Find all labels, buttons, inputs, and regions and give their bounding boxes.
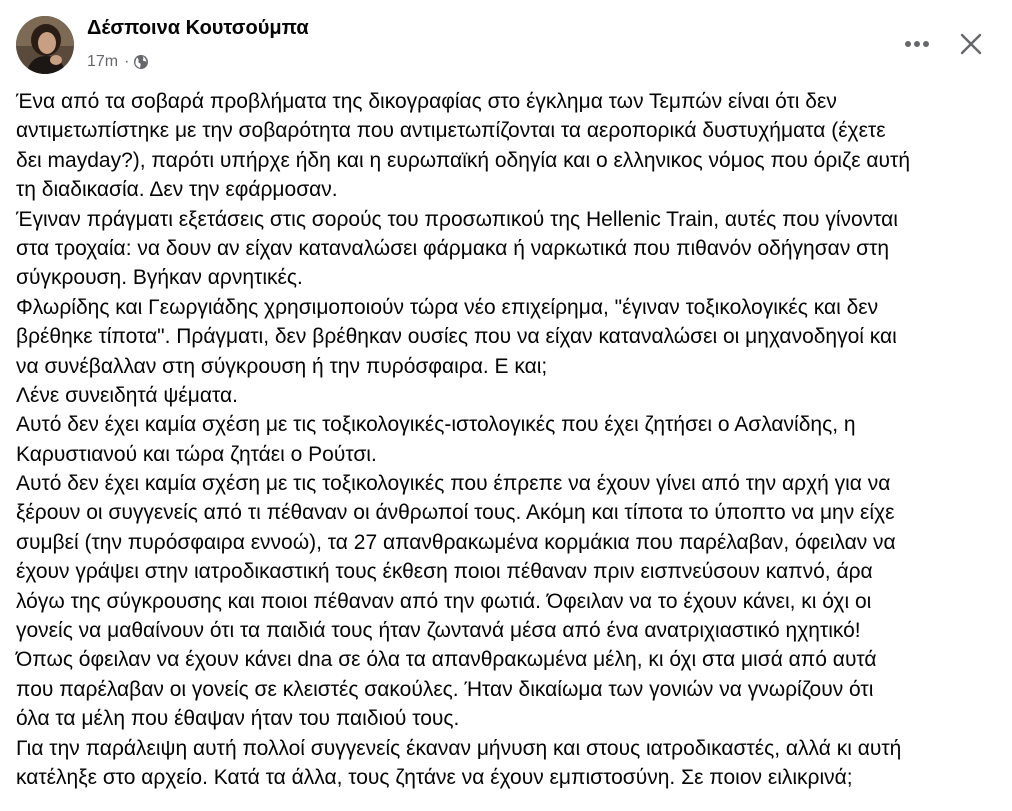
post-timestamp[interactable]: 17m (87, 53, 119, 70)
post-text-line: Φλωρίδης και Γεωργιάδης χρησιμοποιούν τώρα νέο επιχείρημα, "έγιναν τοξικολογικές και δεν (16, 295, 879, 319)
post-text-line: Αυτό δεν έχει καμία σχέση με τις τοξικολογικές-ιστολογικές που έχει ζητήσει ο Ασλανίδης, η (16, 413, 856, 437)
post-text (16, 87, 1006, 792)
post-text-line: βρέθηκε τίποτα". Πράγματι, δεν βρέθηκαν ουσίες που να είχαν καταναλώσει οι μηχανοδηγοί και (16, 325, 897, 349)
post-text-line: που παρέλαβαν οι γονείς σε κλειστές σακούλες. Ήταν δικαίωμα των γονιών να γνωρίζουν ότι (16, 677, 874, 701)
close-icon (960, 33, 982, 55)
post-text-line: δει mayday?), παρότι υπήρχε ήδη και η ευρωπαϊκή οδηγία και ο ελληνικος νόμος που όριζε αυτή (16, 148, 910, 172)
post-meta (87, 52, 149, 72)
post-text-line: Ένα από τα σοβαρά προβλήματα της δικογραφίας στο έγκλημα των Τεμπών είναι ότι δεν (16, 90, 837, 113)
close-button[interactable] (950, 24, 992, 64)
post-text-line: ξέρουν οι συγγενείς από τι πέθαναν οι άνθρωποί τους. Ακόμη και τίποτα το ύποπτο να μην είχε (16, 501, 895, 525)
post-text-line: Όπως όφειλαν να έχουν κάνει dna σε όλα τα απανθρακωμένα μέλη, κι όχι στα μισά από αυτά (16, 648, 877, 672)
post-text-line: έχουν γράψει στην ιατροδικαστική τους έκθεση ποιοι πέθαναν πριν εισπνεύσουν καπνό, άρα (16, 560, 873, 584)
post-text-line: όλα τα μέλη που έθαψαν ήταν του παιδιού τους. (16, 707, 460, 731)
more-options-button[interactable] (896, 24, 938, 64)
post-text-line: Για την παράλειψη αυτή πολλοί συγγενείς έκαναν μήνυση και στους ιατροδικαστές, αλλά κι αυτή (16, 736, 902, 760)
more-horizontal-icon (904, 40, 930, 48)
meta-separator: · (124, 53, 130, 70)
post-text-line: συμβεί (την πυρόσφαιρα εννοώ), τα 27 απανθρακωμένα κορμάκια που παρέλαβαν, όφειλαν να (16, 530, 896, 554)
post-text-line: αντιμετωπίστηκε με την σοβαρότητα που αντιμετωπίζονται τα αεροπορικά δυστυχήματα (έχετε (16, 119, 886, 143)
post-text-line: στα τροχαία: να δουν αν είχαν καταναλώσει φάρμακα ή ναρκωτικά που πιθανόν οδήγησαν στη (16, 236, 890, 260)
post-text-line: λόγω της σύγκρουσης και ποιοι πέθαναν από την φωτιά. Όφειλαν να το έχουν κάνει, κι όχι οι (16, 589, 872, 613)
post-text-line: Λένε συνειδητά ψέματα. (16, 383, 238, 407)
globe-icon[interactable] (133, 54, 149, 70)
post-text-line: τη διαδικασία. Δεν την εφάρμοσαν. (16, 178, 338, 202)
post-text-line: σύγκρουση. Βγήκαν αρνητικές. (16, 266, 303, 290)
avatar-photo (16, 16, 74, 74)
post-text-line: Αυτό δεν έχει καμία σχέση με τις τοξικολογικές που έπρεπε να έχουν γίνει από την αρχή για να (16, 472, 891, 496)
avatar[interactable] (16, 16, 74, 74)
post-text-line: Έγιναν πράγματι εξετάσεις στις σορούς του προσωπικού της Hellenic Train, αυτές που γίνονται (16, 207, 898, 231)
post-text-line: κατέληξε στο αρχείο. Κατά τα άλλα, τους ζητάνε να έχουν εμπιστοσύνη. Σε ποιον ειλικρινά; (16, 765, 853, 789)
post-text-line: Καρυστιανού και τώρα ζητάει ο Ρούτσι. (16, 442, 377, 466)
post-text-line: γονείς να μαθαίνουν ότι τα παιδιά τους ήταν ζωντανά μέσα από ένα ανατριχιαστικό ηχητικό! (16, 619, 861, 643)
post-text-line: να συνέβαλλαν στη σύγκρουση ή την πυρόσφαιρα. Ε και; (16, 354, 548, 378)
author-name[interactable]: Δέσποινα Κουτσούμπα (87, 17, 309, 39)
